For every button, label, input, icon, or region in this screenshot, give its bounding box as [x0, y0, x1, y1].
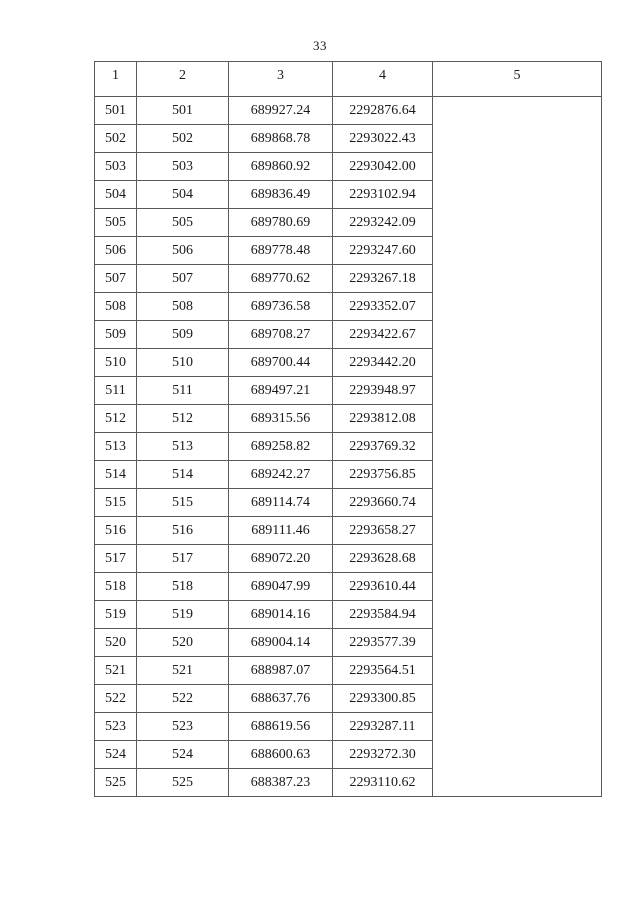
table-cell-col-1: 502: [95, 125, 137, 153]
table-cell-col-3: 689111.46: [229, 517, 333, 545]
table-cell-col-3: 688637.76: [229, 685, 333, 713]
table-cell-col-2: 521: [137, 657, 229, 685]
table-cell-col-3: 688387.23: [229, 769, 333, 797]
table-cell-col-4: 2293442.20: [333, 349, 433, 377]
table-cell-col-4: 2293584.94: [333, 601, 433, 629]
table-cell-col-2: 523: [137, 713, 229, 741]
table-cell-col-4: 2293756.85: [333, 461, 433, 489]
table-cell-col-1: 507: [95, 265, 137, 293]
table-cell-col-2: 522: [137, 685, 229, 713]
table-cell-col-2: 518: [137, 573, 229, 601]
table-cell-col-1: 516: [95, 517, 137, 545]
table-cell-col-4: 2293564.51: [333, 657, 433, 685]
page-number: 33: [313, 38, 327, 53]
table-cell-col-3: 689708.27: [229, 321, 333, 349]
header-col-1: 1: [95, 62, 137, 97]
table-cell-col-1: 519: [95, 601, 137, 629]
table-cell-col-3: 689780.69: [229, 209, 333, 237]
table-cell-col-2: 506: [137, 237, 229, 265]
table-cell-col-4: 2293769.32: [333, 433, 433, 461]
table-cell-col-4: 2293247.60: [333, 237, 433, 265]
table-cell-col-4: 2293660.74: [333, 489, 433, 517]
table-cell-col-2: 502: [137, 125, 229, 153]
table-cell-col-1: 510: [95, 349, 137, 377]
table-cell-col-1: 505: [95, 209, 137, 237]
table-cell-col-4: 2293610.44: [333, 573, 433, 601]
table-cell-col-2: 520: [137, 629, 229, 657]
table-cell-col-2: 508: [137, 293, 229, 321]
table-header-row: [95, 62, 602, 97]
table-cell-col-2: 515: [137, 489, 229, 517]
table-cell-col-3: 689242.27: [229, 461, 333, 489]
table-cell-col-2: 503: [137, 153, 229, 181]
table-cell-col-4: 2293287.11: [333, 713, 433, 741]
table-cell-col-1: 515: [95, 489, 137, 517]
table-cell-col-2: 509: [137, 321, 229, 349]
table-cell-col-1: 512: [95, 405, 137, 433]
table-cell-col-2: 510: [137, 349, 229, 377]
table-cell-col-1: 522: [95, 685, 137, 713]
table-cell-col-1: 521: [95, 657, 137, 685]
table-row: [95, 97, 602, 125]
table-cell-col-1: 524: [95, 741, 137, 769]
table-cell-col-4: 2293812.08: [333, 405, 433, 433]
table-cell-col-1: 523: [95, 713, 137, 741]
table-cell-col-2: 517: [137, 545, 229, 573]
table-cell-col-4: 2293242.09: [333, 209, 433, 237]
table-cell-col-1: 501: [95, 97, 137, 125]
table-cell-col-4: 2293658.27: [333, 517, 433, 545]
table-cell-col-4: 2293628.68: [333, 545, 433, 573]
table-cell-col-4: 2293422.67: [333, 321, 433, 349]
table-cell-col-3: 689258.82: [229, 433, 333, 461]
table-cell-col-3: 689927.24: [229, 97, 333, 125]
table-cell-col-1: 503: [95, 153, 137, 181]
table-cell-col-1: 513: [95, 433, 137, 461]
table-cell-col-3: 689315.56: [229, 405, 333, 433]
table-cell-col-3: 689736.58: [229, 293, 333, 321]
table-cell-col-3: 688619.56: [229, 713, 333, 741]
table-cell-col-2: 513: [137, 433, 229, 461]
table-cell-col-3: 688600.63: [229, 741, 333, 769]
table-cell-col-2: 525: [137, 769, 229, 797]
header-col-5: 5: [433, 62, 602, 97]
table-cell-col-2: 524: [137, 741, 229, 769]
table-cell-col-3: 689072.20: [229, 545, 333, 573]
table-cell-col-4: 2293948.97: [333, 377, 433, 405]
table-cell-col-3: 689047.99: [229, 573, 333, 601]
table-cell-col-1: 514: [95, 461, 137, 489]
table-cell-col-1: 518: [95, 573, 137, 601]
table-cell-col-3: 689836.49: [229, 181, 333, 209]
table-cell-col-2: 511: [137, 377, 229, 405]
table-cell-col-1: 520: [95, 629, 137, 657]
table-cell-col-3: 689014.16: [229, 601, 333, 629]
table-cell-col-2: 512: [137, 405, 229, 433]
table-cell-col-2: 505: [137, 209, 229, 237]
table-cell-col-2: 501: [137, 97, 229, 125]
table-cell-col-2: 504: [137, 181, 229, 209]
table-cell-col-1: 525: [95, 769, 137, 797]
table-cell-col-4: 2293022.43: [333, 125, 433, 153]
table-cell-col-3: 689770.62: [229, 265, 333, 293]
table-cell-col-1: 504: [95, 181, 137, 209]
table-cell-col-1: 511: [95, 377, 137, 405]
table-cell-col-4: 2293300.85: [333, 685, 433, 713]
table-cell-col-3: 688987.07: [229, 657, 333, 685]
table-cell-col-4: 2293042.00: [333, 153, 433, 181]
table-cell-col-3: 689114.74: [229, 489, 333, 517]
table-cell-col-4: 2293352.07: [333, 293, 433, 321]
table-cell-col-3: 689860.92: [229, 153, 333, 181]
header-col-4: 4: [333, 62, 433, 97]
table-cell-col-4: 2293577.39: [333, 629, 433, 657]
table-cell-col-3: 689004.14: [229, 629, 333, 657]
table-cell-col-3: 689868.78: [229, 125, 333, 153]
table-cell-col-1: 509: [95, 321, 137, 349]
table-cell-col-2: 519: [137, 601, 229, 629]
table-body: [95, 97, 602, 797]
table-cell-col-4: 2293110.62: [333, 769, 433, 797]
table-cell-col-1: 506: [95, 237, 137, 265]
table-cell-col-2: 507: [137, 265, 229, 293]
table-cell-col-4: 2293272.30: [333, 741, 433, 769]
coordinates-table: [94, 61, 602, 797]
table-cell-col-3: 689497.21: [229, 377, 333, 405]
table-cell-col-4: 2293267.18: [333, 265, 433, 293]
table-cell-col-4: 2292876.64: [333, 97, 433, 125]
table-cell-col-1: 508: [95, 293, 137, 321]
table-cell-col-2: 516: [137, 517, 229, 545]
table-cell-col-4: 2293102.94: [333, 181, 433, 209]
header-col-3: 3: [229, 62, 333, 97]
table-cell-col-3: 689778.48: [229, 237, 333, 265]
table-cell-col-3: 689700.44: [229, 349, 333, 377]
table-cell-col-1: 517: [95, 545, 137, 573]
header-col-2: 2: [137, 62, 229, 97]
table-cell-col-5: [433, 97, 602, 797]
table-cell-col-2: 514: [137, 461, 229, 489]
